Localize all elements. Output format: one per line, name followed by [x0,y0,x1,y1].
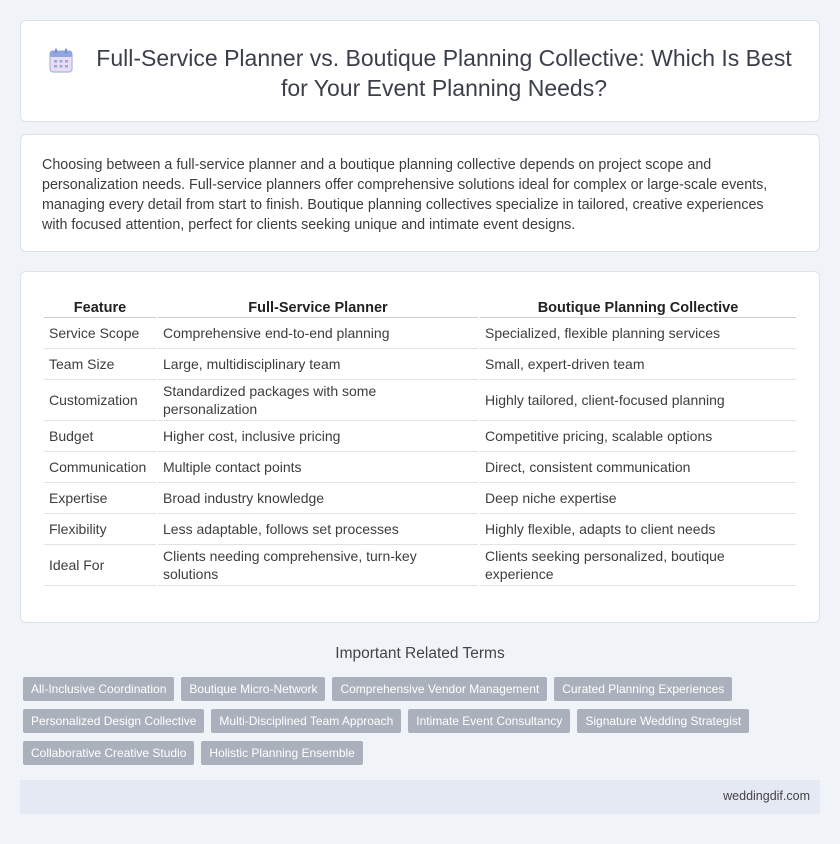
table-cell: Flexibility [44,514,156,545]
table-row [44,483,796,514]
title-card [20,20,820,122]
related-term-tag[interactable]: All-Inclusive Coordination [23,677,174,701]
related-term-tag[interactable]: Signature Wedding Strategist [577,709,749,733]
table-row [44,380,796,421]
table-cell: Ideal For [44,545,156,586]
table-cell: Service Scope [44,318,156,349]
comparison-card [20,271,820,623]
related-terms-heading: Important Related Terms [335,645,505,662]
table-row [44,421,796,452]
table-header-row [44,294,796,318]
table-cell: Comprehensive end-to-end planning [158,318,478,349]
comparison-table [42,294,798,586]
related-term-tag[interactable]: Curated Planning Experiences [554,677,732,701]
table-row [44,514,796,545]
table-cell: Customization [44,380,156,421]
footer [20,780,820,814]
intro-paragraph: Choosing between a full-service planner and a boutique planning collective depends on project scope and personalization needs. Full-service planners offer comprehensive solutions ideal for complex or large-scale events, managing every detail from start to finish. Boutique planning collectives specialize in tailored, creative experiences with focused attention, perfect for clients seeking unique and intimate event designs. [42,157,768,233]
table-row [44,349,796,380]
table-cell: Standardized packages with some personalization [158,380,478,421]
table-cell: Clients seeking personalized, boutique experience [480,545,796,586]
table-cell: Clients needing comprehensive, turn-key solutions [158,545,478,586]
intro-card [20,134,820,252]
footer-site-link[interactable]: weddingdif.com [723,789,810,803]
page-title: Full-Service Planner vs. Boutique Planning Collective: Which Is Best for Your Event Planning Needs? [96,45,792,101]
title-row [21,43,819,103]
related-term-tag[interactable]: Personalized Design Collective [23,709,204,733]
table-cell: Small, expert-driven team [480,349,796,380]
table-row [44,452,796,483]
related-term-tag[interactable]: Holistic Planning Ensemble [201,741,362,765]
table-cell: Expertise [44,483,156,514]
calendar-icon [46,46,76,76]
table-row [44,318,796,349]
table-cell: Direct, consistent communication [480,452,796,483]
table-cell: Communication [44,452,156,483]
table-cell: Large, multidisciplinary team [158,349,478,380]
related-term-tag[interactable]: Intimate Event Consultancy [408,709,570,733]
related-terms-list [23,677,803,765]
table-cell: Higher cost, inclusive pricing [158,421,478,452]
table-cell: Less adaptable, follows set processes [158,514,478,545]
table-cell: Highly tailored, client-focused planning [480,380,796,421]
table-cell: Multiple contact points [158,452,478,483]
table-cell: Team Size [44,349,156,380]
related-term-tag[interactable]: Multi-Disciplined Team Approach [211,709,401,733]
table-cell: Broad industry knowledge [158,483,478,514]
column-header-feature: Feature [44,294,156,318]
related-term-tag[interactable]: Comprehensive Vendor Management [332,677,547,701]
table-cell: Deep niche expertise [480,483,796,514]
table-cell: Highly flexible, adapts to client needs [480,514,796,545]
table-row [44,545,796,586]
related-term-tag[interactable]: Collaborative Creative Studio [23,741,194,765]
related-term-tag[interactable]: Boutique Micro-Network [181,677,325,701]
table-cell: Competitive pricing, scalable options [480,421,796,452]
table-cell: Specialized, flexible planning services [480,318,796,349]
column-header-boutique: Boutique Planning Collective [480,294,796,318]
column-header-full-service: Full-Service Planner [158,294,478,318]
table-cell: Budget [44,421,156,452]
